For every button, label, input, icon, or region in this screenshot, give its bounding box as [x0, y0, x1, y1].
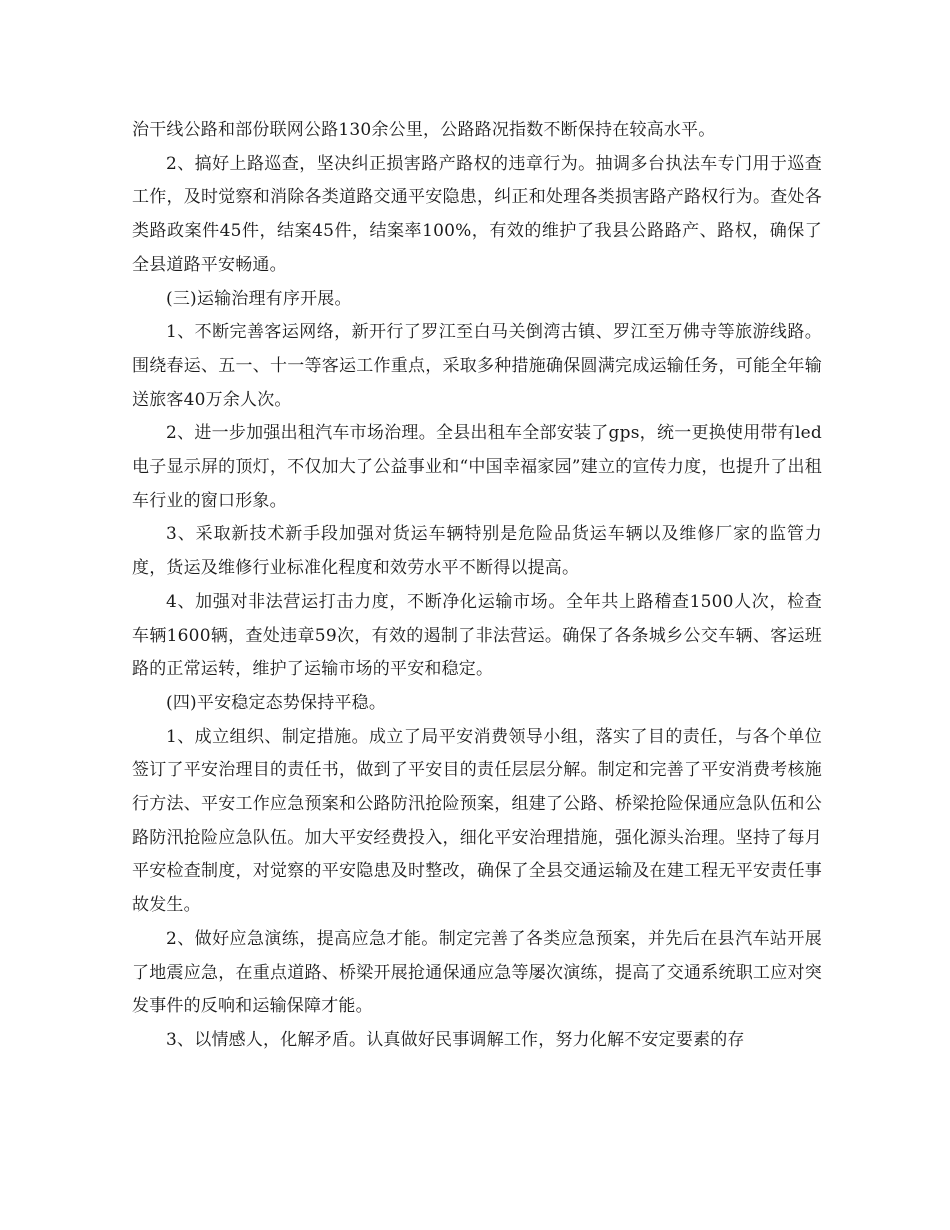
paragraph-7: 4、加强对非法营运打击力度，不断净化运输市场。全年共上路稽查1500人次，检查车辆1600辆，查处违章59次，有效的遏制了非法营运。确保了各条城乡公交车辆、客运班路的正常运转，维护了运输市场的平安和稳定。 [132, 591, 822, 680]
paragraph-4: 1、不断完善客运网络，新开行了罗江至白马关倒湾古镇、罗江至万佛寺等旅游线路。围绕春运、五一、十一等客运工作重点，采取多种措施确保圆满完成运输任务，可能全年输送旅客40万余人次。 [132, 322, 822, 410]
paragraph-2: 2、搞好上路巡查，坚决纠正损害路产路权的违章行为。抽调多台执法车专门用于巡查工作，及时觉察和消除各类道路交通平安隐患，纠正和处理各类损害路产路权行为。查处各类路政案件45件，结案45件，结案率100%，有效的维护了我县公路路产、路权，确保了全县道路平安畅通。 [132, 153, 822, 275]
paragraph-9: 1、成立组织、制定措施。成立了局平安消费领导小组，落实了目的责任，与各个单位签订了平安治理目的责任书，做到了平安目的责任层层分解。制定和完善了平安消费考核施行方法、平安工作应急预案和公路防汛抢险预案，组建了公路、桥梁抢险保通应急队伍和公路防汛抢险应急队伍。加大平安经费投入，细化平安治理措施，强化源头治理。坚持了每月平安检查制度，对觉察的平安隐患及时整改，确保了全县交通运输及在建工程无平安责任事故发生。 [132, 726, 822, 916]
paragraph-5: 2、进一步加强出租汽车市场治理。全县出租车全部安装了gps，统一更换使用带有led电子显示屏的顶灯，不仅加大了公益事业和“中国幸福家园”建立的宣传力度，也提升了出租车行业的窗口形象。 [132, 423, 822, 511]
paragraph-10: 2、做好应急演练，提高应急才能。制定完善了各类应急预案，并先后在县汽车站开展了地震应急，在重点道路、桥梁开展抢通保通应急等屡次演练，提高了交通系统职工应对突发事件的反响和运输保障才能。 [132, 928, 822, 1017]
paragraph-11: 3、以情感人，化解矛盾。认真做好民事调解工作，努力化解不安定要素的存 [166, 1029, 745, 1050]
paragraph-1: 治干线公路和部份联网公路130余公里，公路路况指数不断保持在较高水平。 [132, 120, 716, 140]
section-heading-3: (三)运输治理有序开展。 [166, 288, 352, 309]
section-heading-4: (四)平安稳定态势保持平稳。 [166, 692, 387, 713]
paragraph-6: 3、采取新技术新手段加强对货运车辆特别是危险品货运车辆以及维修厂家的监管力度，货运及维修行业标准化程度和效劳水平不断得以提高。 [132, 524, 822, 579]
document-body [132, 114, 822, 1058]
